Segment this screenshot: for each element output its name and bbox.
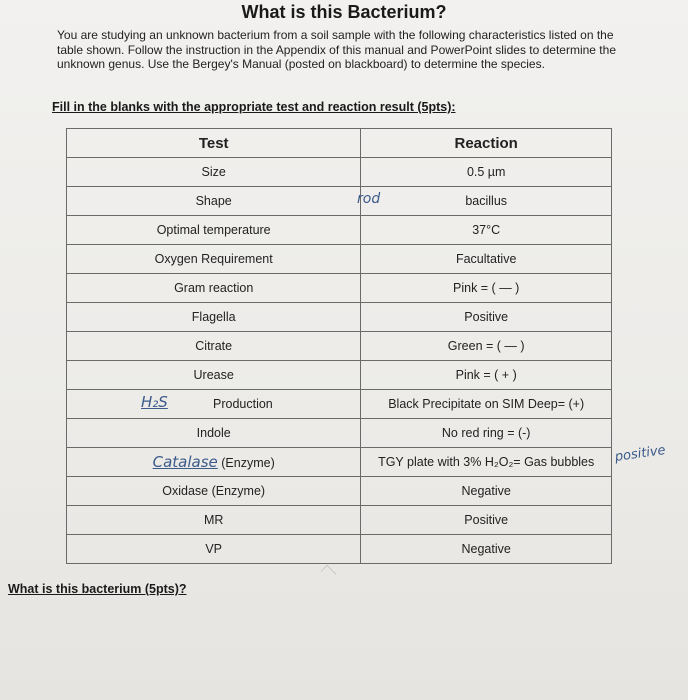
intro-paragraph: You are studying an unknown bacterium from a soil sample with the following characteristics listed on the table shown. Follow the instruction in the Appendix of this manual and PowerPoint slides to determine the unknown genus. Use the Bergey's Manual (posted on blackboard) to determine the species.	[57, 28, 616, 71]
reaction-cell: Negative	[361, 477, 612, 506]
test-cell	[67, 448, 361, 477]
table-row	[67, 245, 612, 274]
test-cell: Gram reaction	[67, 274, 361, 303]
test-label: (Enzyme)	[221, 456, 275, 470]
test-cell: Indole	[67, 419, 361, 448]
test-label: Production	[213, 397, 273, 411]
handwritten-h2s: H₂S	[141, 393, 168, 411]
table-row	[67, 158, 612, 187]
table-row	[67, 506, 612, 535]
reaction-cell: 37°C	[361, 216, 612, 245]
fill-instruction: Fill in the blanks with the appropriate test and reaction result (5pts):	[52, 100, 456, 114]
header-test: Test	[67, 129, 361, 158]
reaction-cell: Pink = ( — )	[361, 274, 612, 303]
test-cell: Oxygen Requirement	[67, 245, 361, 274]
reaction-cell: Pink = ( + )	[361, 361, 612, 390]
test-cell	[67, 390, 361, 419]
test-cell: Oxidase (Enzyme)	[67, 477, 361, 506]
table-row	[67, 361, 612, 390]
test-cell	[67, 187, 381, 216]
test-cell: VP	[67, 535, 361, 564]
reaction-cell: TGY plate with 3% H₂O₂= Gas bubbles	[361, 448, 612, 477]
table-row	[67, 303, 612, 332]
header-reaction: Reaction	[361, 129, 612, 158]
reaction-cell: Black Precipitate on SIM Deep= (+)	[361, 390, 612, 419]
test-label: Shape	[195, 194, 232, 208]
table-row	[67, 274, 612, 303]
handwritten-positive-note: positive	[613, 442, 667, 465]
table-row	[67, 448, 612, 477]
pencil-mark	[321, 565, 337, 581]
reaction-cell: Negative	[361, 535, 612, 564]
reaction-cell: Positive	[361, 506, 612, 535]
test-cell: Flagella	[67, 303, 361, 332]
handwritten-rod: rod	[357, 191, 381, 207]
test-cell: Optimal temperature	[67, 216, 361, 245]
table-row	[67, 187, 612, 216]
question-text: What is this bacterium (5pts)?	[8, 582, 187, 596]
reaction-cell: bacillus	[361, 187, 612, 216]
page-title: What is this Bacterium?	[241, 2, 447, 22]
table-row	[67, 332, 612, 361]
table-row	[67, 419, 612, 448]
test-cell: Citrate	[67, 332, 361, 361]
reaction-cell: Positive	[361, 303, 612, 332]
table-row	[67, 477, 612, 506]
table-row	[67, 216, 612, 245]
characteristics-table	[66, 128, 612, 564]
table-header-row	[67, 129, 612, 158]
table-row	[67, 390, 612, 419]
table-row	[67, 535, 612, 564]
reaction-cell: 0.5 µm	[361, 158, 612, 187]
handwritten-catalase: Catalase	[152, 453, 218, 471]
test-cell: Urease	[67, 361, 361, 390]
reaction-cell: No red ring = (-)	[361, 419, 612, 448]
reaction-cell: Facultative	[361, 245, 612, 274]
test-cell: MR	[67, 506, 361, 535]
test-cell: Size	[67, 158, 361, 187]
reaction-cell: Green = ( — )	[361, 332, 612, 361]
